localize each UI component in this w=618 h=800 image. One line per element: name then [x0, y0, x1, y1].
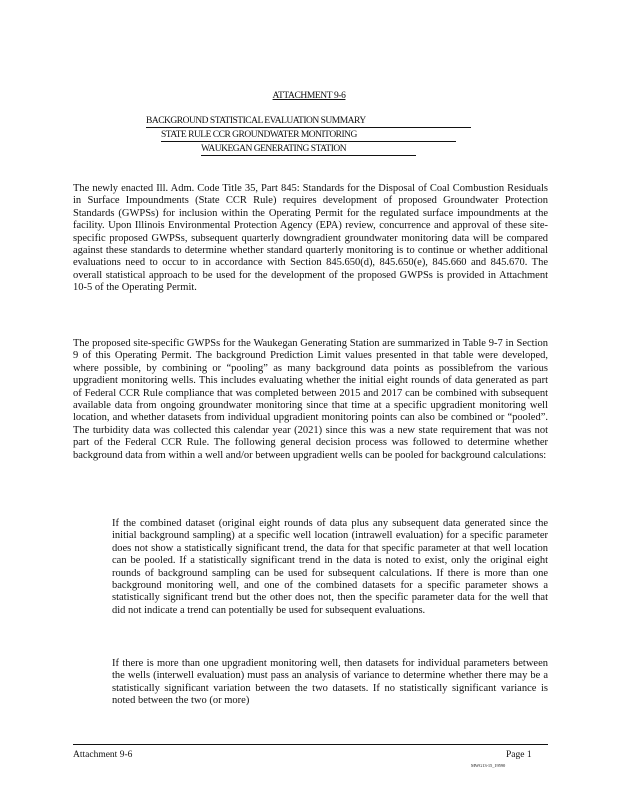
attachment-title-text: ATTACHMENT 9-6	[272, 91, 346, 101]
attachment-title	[0, 90, 618, 102]
paragraph-intro: The newly enacted Ill. Adm. Code Title 35, Part 845: Standards for the Disposal of Coal Combustion Residuals in Surface Impoundments (State CCR Rule) requires development of proposed Groundwater Protection Standards (GWPSs) for inclusion within the Operating Permit for the regulated surface impoundments at the facility. Upon Illinois Environmental Protection Agency (EPA) review, concurrence and approval of these site-specific proposed GWPSs, subsequent quarterly downgradient groundwater monitoring data will be compared against these standards to determine whether standard quarterly monitoring is to continue or whether additional evaluations need to occur to in accordance with Section 845.650(d), 845.650(e), 845.660 and 845.670. The overall statistical approach to be used for the development of the proposed GWPSs is provided in Attachment 10-5 of the Operating Permit.	[73, 183, 548, 294]
subtitle-underline-2	[161, 141, 456, 142]
paragraph-interwell: If there is more than one upgradient monitoring well, then datasets for individual parameters between the wells (interwell evaluation) must pass an analysis of variance to determine whether there may be a statistically significant variation between the two datasets. If no statistically significant variance is noted between the two (or more)	[112, 658, 548, 707]
footer-bates-code: MWG13-15_19590	[471, 763, 506, 768]
footer-page-number: Page 1	[506, 750, 532, 760]
subtitle-underline-3	[201, 155, 416, 156]
subtitle-underline-1	[146, 127, 471, 128]
paragraph-gwps-summary: The proposed site-specific GWPSs for the Waukegan Generating Station are summarized in Table 9-7 in Section 9 of this Operating Permit. The background Prediction Limit values presented in that table were developed, where possible, by combining or “pooling” as many background data points as possiblefrom the various upgradient monitoring wells. This includes evaluating whether the initial eight rounds of data generated as part of Federal CCR Rule compliance that was completed between 2015 and 2017 can be combined with subsequent available data from ongoing groundwater monitoring since that time at a specific upgradient monitoring well location, and whether datasets from individual upgradient monitoring points can also be combined or “pooled”. The turbidity data was collected this calendar year (2021) since this was a new state requirement that was not part of the Federal CCR Rule. The following general decision process was followed to determine whether background data from within a well and/or between upgradient wells can be pooled for background calculations:	[73, 338, 548, 461]
footer-attachment-label: Attachment 9-6	[73, 750, 133, 760]
subtitle-line-1: BACKGROUND STATISTICAL EVALUATION SUMMARY	[146, 116, 366, 126]
footer-divider	[73, 744, 548, 745]
subtitle-line-3: WAUKEGAN GENERATING STATION	[201, 144, 347, 154]
subtitle-line-2: STATE RULE CCR GROUNDWATER MONITORING	[161, 130, 357, 140]
paragraph-intrawell: If the combined dataset (original eight rounds of data plus any subsequent data generated since the initial background sampling) at a specific well location (intrawell evaluation) for a specific parameter does not show a statistically significant trend, the data for that specific parameter at that well location can be pooled. If a statistically significant trend in the data is noted to exist, only the original eight rounds of background sampling can be used for subsequent calculations. If there is more than one background monitoring well, and one of the combined datasets for a specific parameter shows a statistically significant trend but the other does not, then the specific parameter data for the well that did not indicate a trend can potentially be used for subsequent evaluations.	[112, 518, 548, 616]
